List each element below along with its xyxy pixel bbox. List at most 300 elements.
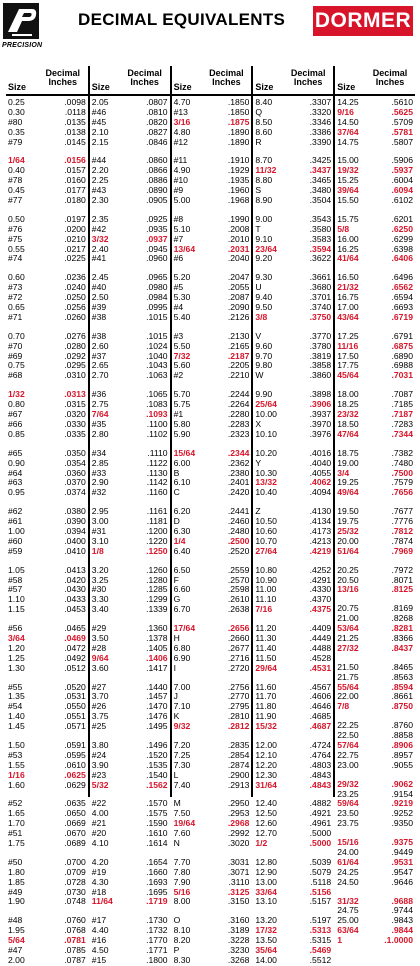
- decimal-cell: .0512: [64, 662, 86, 673]
- decimal-cell: .2570: [227, 574, 250, 585]
- size-cell: #31: [91, 525, 107, 536]
- size-cell: 15.25: [337, 175, 359, 186]
- size-cell: 15.50: [337, 195, 359, 206]
- fraction-row: [253, 313, 333, 323]
- table-row: [172, 488, 252, 498]
- size-cell: 25/32: [337, 525, 359, 536]
- size-header: Size: [255, 82, 274, 92]
- decimal-cell: .7187: [391, 409, 413, 420]
- decimal-cell: .0469: [64, 632, 86, 643]
- table-row: [6, 430, 88, 440]
- decimal-cell: .4803: [309, 759, 332, 770]
- size-cell: 23.00: [337, 759, 359, 770]
- size-cell: 24.50: [337, 876, 359, 887]
- size-cell: 16.75: [337, 292, 359, 303]
- size-cell: 23.25: [337, 788, 359, 799]
- decimal-cell: .4882: [309, 798, 332, 809]
- decimal-cell: .6102: [391, 195, 413, 206]
- size-cell: 1/64: [8, 155, 25, 166]
- size-cell: L: [173, 769, 179, 780]
- decimal-cell: .0760: [64, 915, 86, 926]
- decimal-cell: .3970: [309, 418, 332, 429]
- size-cell: 24.25: [337, 866, 359, 877]
- column-header: [6, 66, 88, 96]
- decimal-cell: .9843: [391, 915, 413, 926]
- decimal-cell: .0370: [64, 477, 86, 488]
- size-cell: I: [173, 662, 176, 673]
- inches-header-line: Inches: [375, 77, 405, 87]
- size-cell: 9/64: [91, 652, 109, 663]
- size-cell: 9.40: [255, 292, 273, 303]
- size-cell: 3/8: [255, 311, 268, 322]
- decimal-cell: .9062: [391, 778, 413, 789]
- decimal-cell: .0292: [64, 350, 86, 361]
- decimal-cell: .1850: [227, 106, 250, 117]
- decimal-cell: .2992: [227, 828, 250, 839]
- size-cell: 13/16: [337, 584, 359, 595]
- size-cell: #6: [173, 253, 184, 264]
- decimal-cell: .0295: [64, 360, 86, 371]
- fraction-row: [253, 547, 333, 557]
- size-cell: 18.50: [337, 418, 359, 429]
- table-row: [6, 897, 88, 907]
- size-cell: 25.00: [337, 915, 359, 926]
- fraction-row: [335, 488, 415, 498]
- size-cell: 8.90: [255, 195, 273, 206]
- size-cell: #13: [173, 106, 188, 117]
- size-cell: 11.80: [255, 701, 277, 712]
- fraction-row: [335, 313, 415, 323]
- size-cell: 19/64: [173, 818, 196, 829]
- size-cell: 3/64: [8, 632, 25, 643]
- size-cell: 9.20: [255, 253, 273, 264]
- fraction-row: [335, 254, 415, 264]
- size-cell: 3/32: [91, 233, 109, 244]
- decimal-cell: .8281: [391, 623, 413, 634]
- size-cell: 2.10: [91, 126, 109, 137]
- decimal-cell: .1015: [146, 330, 168, 341]
- size-cell: 11.50: [255, 652, 277, 663]
- column-rows: [335, 96, 415, 946]
- decimal-cell: .3504: [309, 195, 332, 206]
- decimal-cell: .0200: [64, 223, 86, 234]
- size-cell: 10.80: [255, 564, 277, 575]
- decimal-cell: .9688: [391, 895, 413, 906]
- size-cell: 22.50: [337, 730, 359, 741]
- size-cell: 25/64: [255, 399, 277, 410]
- size-cell: 19.25: [337, 477, 359, 488]
- decimal-cell: .8268: [391, 613, 413, 624]
- size-cell: 13.20: [255, 915, 277, 926]
- decimal-cell: .2610: [227, 594, 250, 605]
- size-cell: #57: [8, 584, 23, 595]
- table-row: [172, 605, 252, 615]
- size-cell: 4.40: [91, 925, 109, 936]
- size-cell: #78: [8, 175, 23, 186]
- decimal-cell: .1378: [146, 632, 168, 643]
- size-cell: #50: [8, 856, 23, 867]
- size-cell: #34: [91, 447, 107, 458]
- size-cell: 10.70: [255, 535, 277, 546]
- decimal-cell: .1040: [146, 350, 168, 361]
- size-cell: G: [173, 594, 181, 605]
- size-cell: Y: [255, 457, 262, 468]
- decimal-cell: .3346: [309, 116, 332, 127]
- column-header: [172, 66, 252, 96]
- size-cell: 10.90: [255, 574, 277, 585]
- size-cell: 6.30: [173, 525, 191, 536]
- decimal-cell: .5610: [391, 97, 413, 107]
- decimal-cell: .0886: [146, 175, 168, 186]
- decimal-cell: .2280: [227, 409, 250, 420]
- size-cell: #10: [173, 175, 188, 186]
- decimal-cell: .8957: [391, 749, 413, 760]
- decimal-cell: .3740: [309, 302, 332, 313]
- size-cell: V: [255, 330, 262, 341]
- size-cell: 7.20: [173, 739, 191, 750]
- size-cell: 7.70: [173, 856, 191, 867]
- decimal-cell: .2770: [227, 691, 250, 702]
- decimal-cell: .5156: [309, 886, 332, 897]
- decimal-cell: .6988: [391, 360, 413, 371]
- decimal-cell: .5039: [309, 856, 332, 867]
- size-cell: 0.85: [8, 428, 25, 439]
- decimal-cell: .3465: [309, 175, 332, 186]
- decimal-cell: .2008: [227, 223, 250, 234]
- size-cell: 10.50: [255, 516, 277, 527]
- decimal-cell: .1570: [146, 798, 168, 809]
- table-row: [172, 897, 252, 907]
- size-cell: K: [173, 711, 180, 722]
- size-cell: #30: [91, 584, 107, 595]
- decimal-cell: .3543: [309, 213, 332, 224]
- decimal-cell: .0860: [146, 155, 168, 166]
- decimal-cell: .8760: [391, 720, 413, 731]
- decimal-cell: .0551: [64, 711, 86, 722]
- size-cell: 11/64: [91, 896, 113, 907]
- decimal-inches-header: [367, 69, 413, 87]
- fraction-row: [90, 781, 170, 791]
- decimal-cell: .0595: [64, 749, 86, 760]
- size-cell: #67: [8, 409, 23, 420]
- table-row: [6, 605, 88, 615]
- size-cell: 13/32: [255, 477, 277, 488]
- decimal-cell: .2520: [227, 545, 250, 556]
- size-cell: 7.90: [173, 876, 191, 887]
- size-cell: 6.50: [173, 564, 191, 575]
- inches-header-line: Inches: [212, 77, 241, 87]
- size-cell: #75: [8, 233, 23, 244]
- decimal-cell: .2835: [227, 739, 250, 750]
- decimal-cell: .1280: [146, 574, 168, 585]
- fraction-row: [253, 722, 333, 732]
- size-cell: #80: [8, 116, 23, 127]
- decimal-cell: .0335: [64, 428, 86, 439]
- size-cell: 3.20: [91, 564, 109, 575]
- size-cell: #45: [91, 116, 107, 127]
- decimal-cell: .1476: [146, 711, 168, 722]
- decimal-cell: .1043: [146, 360, 168, 371]
- size-cell: 12.30: [255, 769, 277, 780]
- decimal-cell: .5781: [391, 126, 413, 137]
- decimal-cell: .0935: [146, 223, 168, 234]
- decimal-cell: .1520: [146, 749, 168, 760]
- decimal-cell: .3386: [309, 126, 332, 137]
- decimal-cell: .3583: [309, 233, 332, 244]
- size-cell: 18.75: [337, 447, 359, 458]
- size-cell: 8.40: [255, 97, 273, 107]
- size-cell: 6.10: [173, 477, 191, 488]
- decimal-cell: .0280: [64, 340, 86, 351]
- decimal-cell: .8563: [391, 671, 413, 682]
- decimal-cell: .0984: [146, 292, 168, 303]
- decimal-cell: .0413: [64, 564, 86, 575]
- size-cell: 41/64: [337, 253, 359, 264]
- table-row: [6, 664, 88, 674]
- size-cell: 3.60: [91, 662, 109, 673]
- decimal-cell: .2810: [227, 711, 250, 722]
- table-row: [90, 196, 170, 206]
- size-cell: #74: [8, 253, 23, 264]
- decimal-cell: .9350: [391, 818, 413, 829]
- size-cell: #64: [8, 467, 23, 478]
- size-cell: 55/64: [337, 681, 359, 692]
- decimal-cell: .2559: [227, 564, 250, 575]
- fraction-row: [335, 547, 415, 557]
- size-cell: 29/32: [337, 778, 359, 789]
- decimal-cell: .4961: [309, 818, 332, 829]
- size-cell: 9/16: [337, 106, 354, 117]
- decimal-header-line: Decimal: [290, 68, 326, 78]
- decimal-cell: .7087: [391, 389, 413, 400]
- decimal-cell: .2656: [227, 623, 250, 634]
- decimal-cell: .9055: [391, 759, 413, 770]
- size-cell: 1.55: [8, 759, 25, 770]
- size-cell: 9.10: [255, 233, 273, 244]
- decimal-header-line: Decimal: [372, 68, 408, 78]
- decimal-cell: .0520: [64, 681, 86, 692]
- table-row: [90, 430, 170, 440]
- decimal-cell: .3594: [309, 243, 332, 254]
- size-cell: 5/8: [337, 223, 350, 234]
- size-cell: #37: [91, 350, 107, 361]
- size-cell: 7/32: [173, 350, 191, 361]
- size-cell: 14.50: [337, 116, 359, 127]
- decimal-cell: .3125: [227, 886, 250, 897]
- decimal-cell: .0787: [64, 954, 86, 965]
- precision-logo: [2, 2, 46, 52]
- decimal-cell: .9252: [391, 808, 413, 819]
- decimal-cell: .8594: [391, 681, 413, 692]
- size-cell: 11.30: [255, 632, 277, 643]
- table-row: [90, 664, 170, 674]
- size-cell: 3.90: [91, 759, 109, 770]
- decimal-cell: .4062: [309, 477, 332, 488]
- size-cell: 12.10: [255, 749, 277, 760]
- decimal-cell: .1960: [227, 185, 250, 196]
- decimal-cell: .3819: [309, 350, 332, 361]
- decimal-cell: .3268: [227, 954, 250, 965]
- decimal-cell: .0709: [64, 866, 86, 877]
- table-row: [90, 722, 170, 732]
- size-cell: 7.00: [173, 681, 191, 692]
- decimal-cell: .0400: [64, 535, 86, 546]
- size-cell: 47/64: [337, 428, 359, 439]
- decimal-cell: .2660: [227, 632, 250, 643]
- size-cell: #1: [173, 409, 184, 420]
- decimal-cell: .5079: [309, 866, 332, 877]
- decimal-cell: .9744: [391, 905, 413, 916]
- decimal-cell: .3150: [227, 896, 250, 907]
- size-cell: 10.20: [255, 447, 277, 458]
- decimal-cell: .5709: [391, 116, 413, 127]
- size-cell: 35/64: [255, 945, 277, 956]
- size-cell: #60: [8, 535, 23, 546]
- decimal-cell: .2362: [227, 457, 250, 468]
- table-row: [172, 664, 252, 674]
- decimal-cell: .2031: [227, 243, 250, 254]
- table-column: [251, 66, 333, 965]
- decimal-cell: .7185: [391, 399, 413, 410]
- decimal-cell: .0785: [64, 945, 86, 956]
- decimal-cell: .4531: [309, 662, 332, 673]
- table-row: [90, 254, 170, 264]
- size-cell: #49: [8, 886, 23, 897]
- size-cell: #9: [173, 185, 184, 196]
- size-cell: O: [173, 915, 181, 926]
- size-cell: #65: [8, 447, 23, 458]
- decimal-cell: .0156: [64, 155, 86, 166]
- size-cell: #21: [91, 818, 107, 829]
- size-cell: 1.60: [8, 779, 25, 790]
- table-row: [90, 313, 170, 323]
- size-cell: 4.20: [91, 856, 109, 867]
- decimal-cell: .0430: [64, 584, 86, 595]
- decimal-cell: .0650: [64, 808, 86, 819]
- size-cell: 7.30: [173, 759, 191, 770]
- size-cell: #72: [8, 292, 23, 303]
- decimal-cell: .5000: [309, 838, 332, 848]
- size-cell: #20: [91, 828, 107, 839]
- decimal-cell: .7656: [391, 487, 413, 498]
- size-cell: #54: [8, 701, 23, 712]
- decimal-cell: .1590: [146, 818, 168, 829]
- decimal-cell: .5512: [309, 954, 332, 965]
- decimal-cell: .8366: [391, 632, 413, 643]
- decimal-cell: .1142: [146, 477, 168, 488]
- size-cell: 15.75: [337, 213, 359, 224]
- decimal-cell: .1200: [146, 525, 168, 536]
- size-cell: 19.50: [337, 506, 359, 517]
- decimal-cell: .3858: [309, 360, 332, 371]
- decimal-cell: .1875: [227, 116, 250, 127]
- decimal-cell: .4213: [309, 535, 332, 546]
- decimal-cell: .0313: [64, 389, 86, 400]
- size-cell: 6.70: [173, 604, 191, 615]
- table-row: [6, 722, 88, 732]
- size-cell: 9.30: [255, 272, 273, 283]
- decimal-cell: .3680: [309, 282, 332, 293]
- size-cell: #51: [8, 828, 23, 839]
- decimal-cell: .8750: [391, 701, 413, 712]
- decimal-cell: .8858: [391, 730, 413, 741]
- decimal-cell: .3480: [309, 185, 332, 196]
- decimal-cell: .7677: [391, 506, 413, 517]
- size-cell: #73: [8, 282, 23, 293]
- size-cell: 5.70: [173, 389, 191, 400]
- decimal-cell: .4375: [309, 604, 332, 615]
- decimal-cell: .5625: [391, 106, 413, 117]
- decimal-cell: .1496: [146, 739, 168, 750]
- decimal-cell: .7969: [391, 545, 413, 556]
- size-cell: 17/32: [255, 925, 277, 936]
- size-cell: Z: [255, 506, 261, 517]
- size-cell: 11.10: [255, 594, 277, 605]
- size-cell: 11.60: [255, 681, 277, 692]
- size-cell: W: [255, 370, 264, 381]
- decimal-cell: .2756: [227, 681, 250, 692]
- size-cell: 43/64: [337, 311, 359, 322]
- decimal-cell: .0905: [146, 195, 168, 206]
- decimal-cell: .1770: [146, 935, 168, 946]
- size-cell: 3/4: [337, 467, 350, 478]
- size-cell: #41: [91, 253, 107, 264]
- size-cell: 10.60: [255, 525, 277, 536]
- decimal-cell: .2210: [227, 370, 250, 381]
- decimal-cell: .2323: [227, 428, 250, 439]
- size-cell: 11/32: [255, 165, 277, 176]
- size-cell: #32: [91, 487, 107, 498]
- decimal-cell: .0571: [64, 721, 86, 732]
- size-cell: 49/64: [337, 487, 359, 498]
- table-row: [253, 897, 333, 907]
- size-cell: #69: [8, 350, 23, 361]
- size-cell: 1.40: [8, 711, 25, 722]
- size-cell: 2.05: [91, 97, 109, 107]
- decimal-cell: .3976: [309, 428, 332, 439]
- size-cell: 5/64: [8, 935, 25, 946]
- size-cell: 19/32: [337, 165, 359, 176]
- column-header: [335, 66, 415, 96]
- size-cell: 63/64: [337, 925, 359, 936]
- decimal-cell: .1929: [227, 165, 250, 176]
- decimal-cell: .0160: [64, 175, 86, 186]
- table-row: [6, 547, 88, 557]
- decimal-cell: .6250: [391, 223, 413, 234]
- size-cell: 12.20: [255, 759, 277, 770]
- size-cell: S: [255, 185, 262, 196]
- decimal-cell: .9154: [391, 788, 413, 799]
- decimal-cell: .0310: [64, 370, 86, 381]
- decimal-cell: .3780: [309, 340, 332, 351]
- decimal-inches-header: [203, 69, 249, 87]
- size-cell: #56: [8, 623, 23, 634]
- size-cell: #27: [91, 681, 107, 692]
- size-cell: 1.70: [8, 818, 25, 829]
- size-cell: 3.00: [91, 516, 109, 527]
- table-row: [172, 547, 252, 557]
- size-cell: 4.50: [91, 945, 109, 956]
- decimal-cell: .2344: [227, 447, 250, 458]
- table-row: [172, 313, 252, 323]
- size-cell: 0.60: [8, 272, 25, 283]
- size-cell: 7.10: [173, 701, 191, 712]
- table-row: [253, 430, 333, 440]
- decimal-cell: .3189: [227, 925, 250, 936]
- decimal-cell: .1575: [146, 808, 168, 819]
- size-cell: 20.25: [337, 564, 359, 575]
- decimal-cell: .6693: [391, 302, 413, 313]
